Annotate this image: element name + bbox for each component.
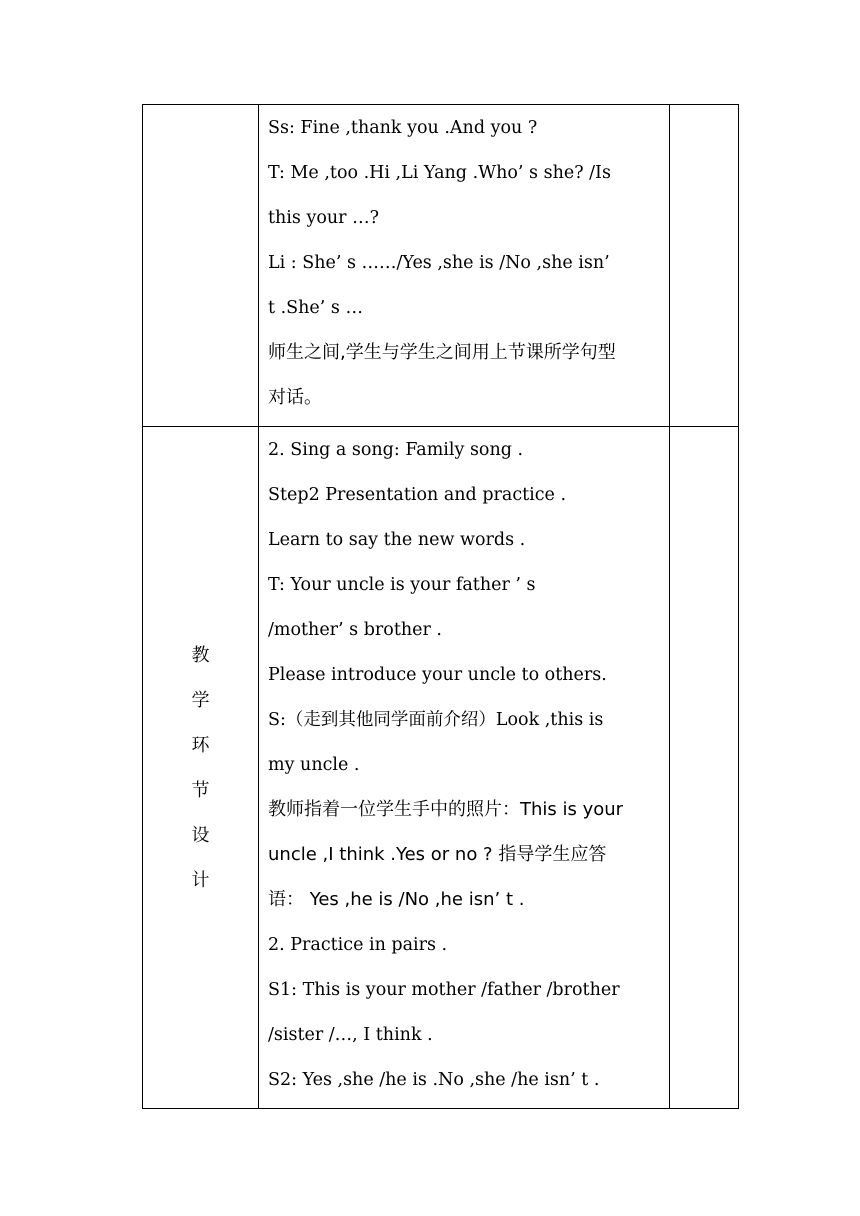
text-line: 2. Practice in pairs . bbox=[268, 935, 448, 955]
text-line: 师生之间,学生与学生之间用上节课所学句型 bbox=[268, 342, 616, 363]
text-line: S:（走到其他同学面前介绍）Look ,this is bbox=[268, 710, 604, 730]
text-line: /sister /…, I think . bbox=[268, 1025, 433, 1045]
label-char: 环 bbox=[191, 734, 210, 756]
label-char: 设 bbox=[191, 824, 210, 846]
text-line: uncle ,I think .Yes or no ? 指导学生应答 bbox=[268, 844, 607, 865]
text-line: Li : She’ s ……/Yes ,she is /No ,she isn’ bbox=[268, 253, 610, 273]
label-char: 学 bbox=[191, 689, 210, 711]
text-line: /mother’ s brother . bbox=[268, 620, 442, 640]
section-label bbox=[143, 633, 258, 903]
text-line: my uncle . bbox=[268, 755, 360, 775]
label-char: 教 bbox=[191, 644, 210, 666]
text-line: this your …? bbox=[268, 208, 379, 228]
label-cell-empty bbox=[143, 105, 259, 427]
lesson-plan-table bbox=[142, 104, 739, 1109]
text-line: 语： Yes ,he is /No ,he isn’ t . bbox=[268, 889, 525, 910]
notes-cell-empty bbox=[670, 105, 739, 427]
label-char: 节 bbox=[191, 779, 210, 801]
label-char: 计 bbox=[191, 869, 210, 891]
table-row bbox=[143, 427, 739, 1109]
text-line: t .She’ s … bbox=[268, 298, 363, 318]
text-line: Ss: Fine ,thank you .And you ? bbox=[268, 118, 538, 138]
text-line: 2. Sing a song: Family song . bbox=[268, 440, 524, 460]
text-line: T: Me ,too .Hi ,Li Yang .Who’ s she? /Is bbox=[268, 163, 611, 183]
text-line: Step2 Presentation and practice . bbox=[268, 485, 567, 505]
text-line: 对话。 bbox=[268, 387, 322, 408]
text-line: Learn to say the new words . bbox=[268, 530, 526, 550]
text-line: S1: This is your mother /father /brother bbox=[268, 980, 620, 1000]
text-line: S2: Yes ,she /he is .No ,she /he isn’ t . bbox=[268, 1070, 600, 1090]
section-label-cell bbox=[143, 427, 259, 1109]
text-line: T: Your uncle is your father ’ s bbox=[268, 575, 536, 595]
table-row bbox=[143, 105, 739, 427]
notes-cell-empty bbox=[670, 427, 739, 1109]
text-line: 教师指着一位学生手中的照片：This is your bbox=[268, 799, 624, 820]
dialogue-cell bbox=[259, 105, 670, 427]
text-line: Please introduce your uncle to others. bbox=[268, 665, 607, 685]
teaching-steps-cell bbox=[259, 427, 670, 1109]
